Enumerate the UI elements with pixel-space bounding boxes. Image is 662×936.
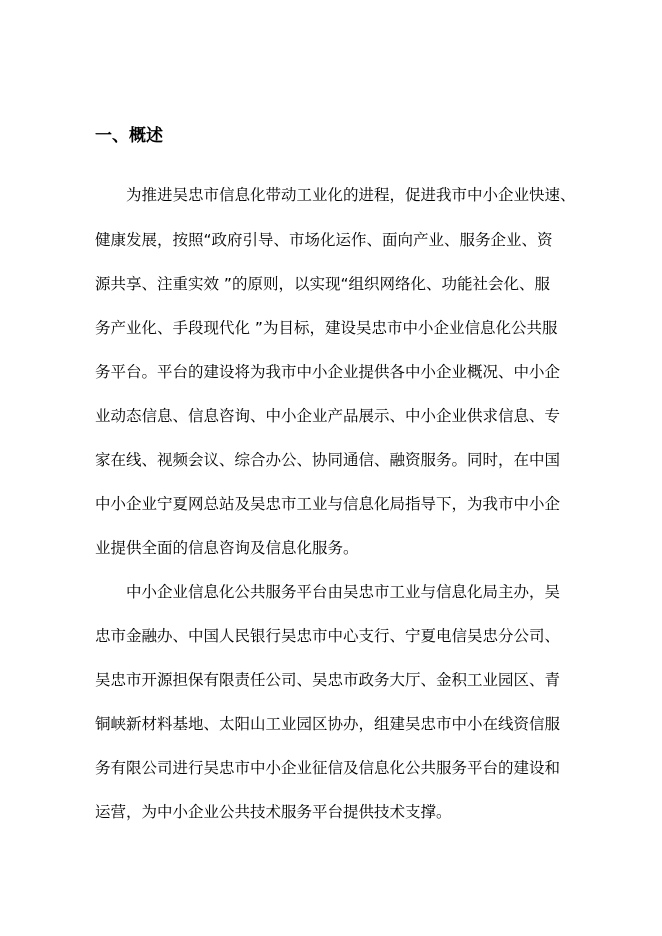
paragraph2-line-1: 中小企业信息化公共服务平台由吴忠市工业与信息化局主办，吴 [126,583,561,601]
paragraph1-line-1: 为推进吴忠市信息化带动工业化的进程，促进我市中小企业快速、 [126,186,576,204]
paragraph2-line-5: 务有限公司进行吴忠市中小企业征信及信息化公共服务平台的建设和 [95,759,561,777]
paragraph2-line-2: 忠市金融办、中国人民银行吴忠市中心支行、宁夏电信吴忠分公司、 [95,627,561,645]
paragraph1-line-6: 业动态信息、信息咨询、中小企业产品展示、中小企业供求信息、专 [95,407,561,425]
paragraph1-line-8: 中小企业宁夏网总站及吴忠市工业与信息化局指导下，为我市中小企 [95,495,561,513]
paragraph1-line-3: 源共享、注重实效 ”的原则，以实现“组织网络化、功能社会化、服 [95,275,550,293]
paragraph1-line-2: 健康发展，按照“政府引导、市场化运作、面向产业、服务企业、资 [95,231,553,249]
paragraph1-line-9: 业提供全面的信息咨询及信息化服务。 [95,539,359,557]
paragraph2-line-3: 吴忠市开源担保有限责任公司、吴忠市政务大厅、金积工业园区、青 [95,671,561,689]
paragraph1-line-7: 家在线、视频会议、综合办公、协同通信、融资服务。同时，在中国 [95,451,561,469]
paragraph2-line-6: 运营，为中小企业公共技术服务平台提供技术支撑。 [95,803,452,821]
paragraph2-line-4: 铜峡新材料基地、太阳山工业园区协办，组建吴忠市中小在线资信服 [95,715,561,733]
section-heading: 一、概述 [95,126,163,146]
paragraph1-line-5: 务平台。平台的建设将为我市中小企业提供各中小企业概况、中小企 [95,363,561,381]
paragraph1-line-4: 务产业化、手段现代化 ”为目标，建设吴忠市中小企业信息化公共服 [95,319,558,337]
